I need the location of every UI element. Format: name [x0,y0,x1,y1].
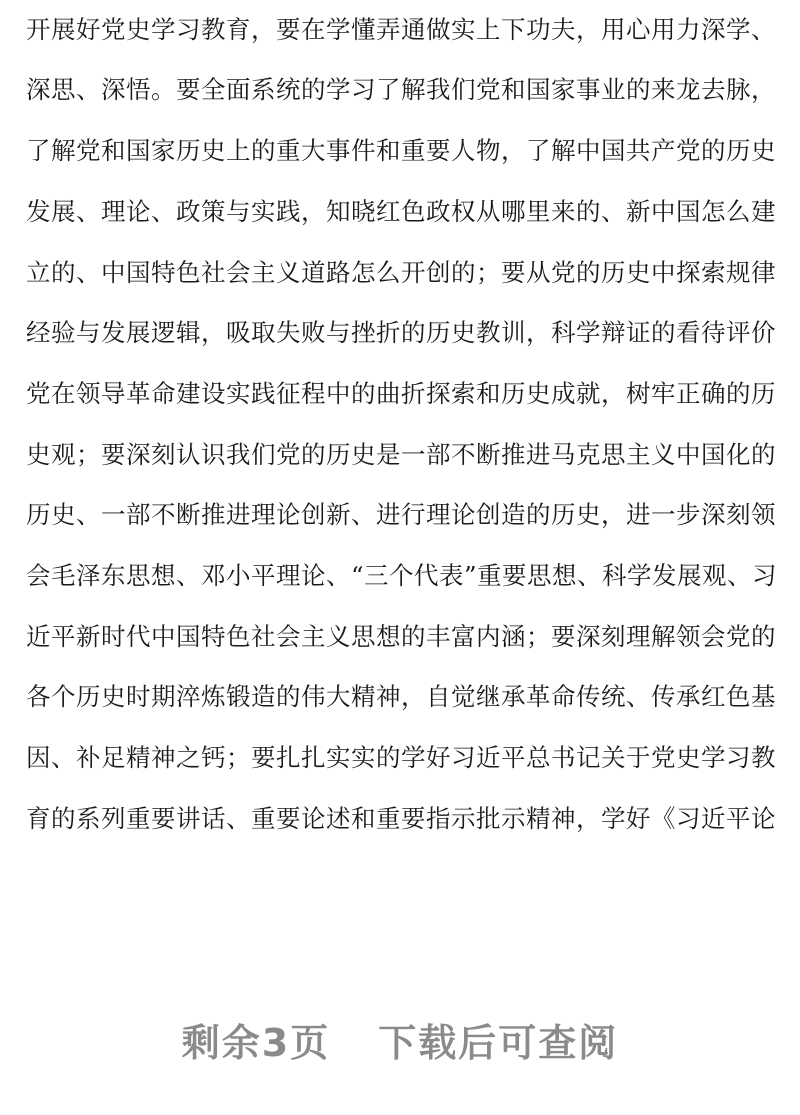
remaining-pages-label: 剩余3页 [181,1021,331,1065]
text-line: 开展好党史学习教育，要在学懂弄通做实上下功夫，用心用力深学、 [26,15,776,44]
text-line: 近平新时代中国特色社会主义思想的丰富内涵；要深刻理解领会党的 [26,622,776,651]
text-line: 党在领导革命建设实践征程中的曲折探索和历史成就，树牢正确的历 [26,379,776,408]
download-to-view-label: 下载后可查阅 [378,1021,619,1065]
text-line: 因、补足精神之钙；要扎扎实实的学好习近平总书记关于党史学习教 [26,743,776,772]
text-line: 深思、深悟。要全面系统的学习了解我们党和国家事业的来龙去脉， [26,75,776,104]
text-line: 经验与发展逻辑，吸取失败与挫折的历史教训，科学辩证的看待评价 [26,318,776,347]
text-line: 立的、中国特色社会主义道路怎么开创的；要从党的历史中探索规律 [26,258,776,287]
download-prompt[interactable] [0,1012,800,1067]
text-line: 史观；要深刻认识我们党的历史是一部不断推进马克思主义中国化的 [26,440,776,469]
text-line: 历史、一部不断推进理论创新、进行理论创造的历史，进一步深刻领 [26,500,776,529]
text-line: 育的系列重要讲话、重要论述和重要指示批示精神，学好《习近平论 [26,804,776,833]
text-line: 了解党和国家历史上的重大事件和重要人物，了解中国共产党的历史 [26,136,776,165]
text-line: 会毛泽东思想、邓小平理论、“三个代表”重要思想、科学发展观、习 [26,561,778,590]
text-line: 各个历史时期淬炼锻造的伟大精神，自觉继承革命传统、传承红色基 [26,682,776,711]
text-line: 发展、理论、政策与实践，知晓红色政权从哪里来的、新中国怎么建 [26,197,776,226]
